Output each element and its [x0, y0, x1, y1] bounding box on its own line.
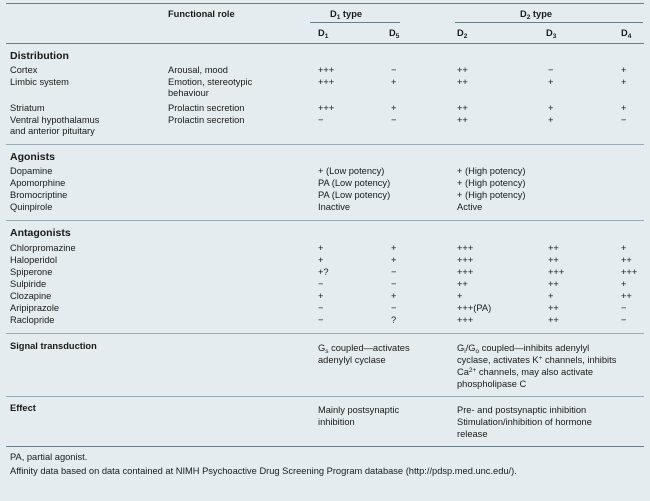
table-bottom-rule: [6, 446, 644, 447]
col-header-d1: $D_1$: [318, 28, 329, 40]
d3-value: −: [548, 65, 554, 75]
d2-value: +++: [457, 267, 474, 277]
d5-value: +: [391, 291, 397, 301]
signal-d2-line: $Ca^{2+}$ channels, may also activate: [457, 367, 594, 377]
d5-value: −: [391, 279, 397, 289]
d3-value: +: [548, 291, 554, 301]
signal-d2-line: cyclase, activates K+ channels, inhibits: [457, 355, 617, 365]
header-functional-role: Functional role: [168, 9, 235, 19]
region-name: Cortex: [10, 65, 38, 75]
signal-d2-line: phospholipase C: [457, 379, 527, 389]
d4-value: +: [621, 103, 627, 113]
d4-value: −: [621, 115, 627, 125]
d5-value: +: [391, 103, 397, 113]
d2-value: ++: [457, 65, 468, 75]
d2-value: +++: [457, 255, 474, 265]
d2-family-value: + (High potency): [457, 190, 526, 200]
drug-name: Raclopride: [10, 315, 55, 325]
d1-value: +: [318, 291, 324, 301]
d1-value: +: [318, 243, 324, 253]
drug-name: Spiperone: [10, 267, 53, 277]
d5-value: +: [391, 255, 397, 265]
col-header-d3: $D_3$: [546, 28, 557, 40]
table-top-rule: [6, 3, 644, 4]
pdsp-link[interactable]: http://pdsp.med.unc.edu/: [408, 466, 512, 476]
d3-value: +++: [548, 267, 565, 277]
d4-value: +: [621, 243, 627, 253]
d5-value: −: [391, 65, 397, 75]
region-name: Striatum: [10, 103, 45, 113]
d1-value: +: [318, 255, 324, 265]
d1-value: +++: [318, 103, 335, 113]
effect-d1-line: inhibition: [318, 417, 355, 427]
divider: [6, 220, 644, 221]
d2-value: +++: [457, 315, 474, 325]
d1-value: −: [318, 315, 324, 325]
d5-value: ?: [391, 315, 397, 325]
d4-value: +: [621, 65, 627, 75]
signal-d1-line: adenylyl cyclase: [318, 355, 386, 365]
signal-d1-line: $G_s$ coupled—activates: [318, 343, 410, 355]
effect-d2-line: release: [457, 429, 488, 439]
col-header-d5: $D_5$: [389, 28, 400, 40]
effect-d2-line: Stimulation/inhibition of hormone: [457, 417, 592, 427]
section-title-signal-transduction: Signal transduction: [10, 341, 97, 351]
d2-family-value: + (High potency): [457, 178, 526, 188]
functional-role: Prolactin secretion: [168, 115, 245, 125]
d5-value: −: [391, 115, 397, 125]
d1-value: +++: [318, 65, 335, 75]
d1-value: −: [318, 115, 324, 125]
section-title-effect: Effect: [10, 403, 36, 413]
d1-family-value: + (Low potency): [318, 166, 385, 176]
d5-value: −: [391, 267, 397, 277]
drug-name: Quinpirole: [10, 202, 53, 212]
drug-name: Bromocriptine: [10, 190, 68, 200]
functional-role: Prolactin secretion: [168, 103, 245, 113]
region-name: Limbic system: [10, 77, 69, 87]
d4-value: +: [621, 77, 627, 87]
d1-family-value: PA (Low potency): [318, 178, 391, 188]
d1-family-value: Inactive: [318, 202, 351, 212]
drug-name: Apomorphine: [10, 178, 66, 188]
d4-value: −: [621, 303, 627, 313]
region-name-cont: and anterior pituitary: [10, 126, 95, 136]
footnote-affinity: Affinity data based on data contained at NIMH Psychoactive Drug Screening Program database (http://pdsp.med.unc.edu/).: [10, 466, 517, 476]
d4-value: ++: [621, 255, 632, 265]
header-bottom-rule: [6, 43, 644, 44]
d1-type-underline: [310, 22, 400, 23]
d4-value: −: [621, 315, 627, 325]
d3-value: ++: [548, 315, 559, 325]
d3-value: +: [548, 115, 554, 125]
effect-d2-line: Pre- and postsynaptic inhibition: [457, 405, 587, 415]
d2-family-value: + (High potency): [457, 166, 526, 176]
d5-value: +: [391, 243, 397, 253]
d1-value: +++: [318, 77, 335, 87]
col-header-d2: $D_2$: [457, 28, 468, 40]
drug-name: Dopamine: [10, 166, 53, 176]
drug-name: Chlorpromazine: [10, 243, 76, 253]
section-title-distribution: Distribution: [10, 50, 69, 62]
drug-name: Haloperidol: [10, 255, 58, 265]
d1-value: +?: [318, 267, 329, 277]
section-title-agonists: Agonists: [10, 151, 55, 163]
drug-name: Clozapine: [10, 291, 52, 301]
region-name: Ventral hypothalamus: [10, 115, 100, 125]
section-title-antagonists: Antagonists: [10, 227, 71, 239]
header-d2-type: $D_2$ type: [520, 9, 553, 21]
d3-value: +: [548, 77, 554, 87]
drug-name: Sulpiride: [10, 279, 47, 289]
d2-value: ++: [457, 103, 468, 113]
d3-value: ++: [548, 279, 559, 289]
signal-d2-line: $G_i/G_o$ coupled—inhibits adenylyl: [457, 343, 590, 355]
divider: [6, 396, 644, 397]
d2-type-underline: [455, 22, 643, 23]
d2-value: +++(PA): [457, 303, 492, 313]
divider: [6, 333, 644, 334]
drug-name: Aripiprazole: [10, 303, 60, 313]
divider: [6, 144, 644, 145]
d2-family-value: Active: [457, 202, 483, 212]
functional-role: Arousal, mood: [168, 65, 228, 75]
d2-value: ++: [457, 279, 468, 289]
d3-value: ++: [548, 243, 559, 253]
d3-value: ++: [548, 255, 559, 265]
functional-role: Emotion, stereotypic: [168, 77, 253, 87]
d4-value: ++: [621, 291, 632, 301]
d2-value: +: [457, 291, 463, 301]
d5-value: +: [391, 77, 397, 87]
header-d1-type: $D_1$ type: [330, 9, 363, 21]
effect-d1-line: Mainly postsynaptic: [318, 405, 400, 415]
d1-value: −: [318, 303, 324, 313]
functional-role-cont: behaviour: [168, 88, 209, 98]
d2-value: ++: [457, 115, 468, 125]
d5-value: −: [391, 303, 397, 313]
d4-value: +: [621, 279, 627, 289]
col-header-d4: $D_4$: [621, 28, 632, 40]
d3-value: ++: [548, 303, 559, 313]
d2-value: ++: [457, 77, 468, 87]
d1-value: −: [318, 279, 324, 289]
footnote-pa: PA, partial agonist.: [10, 452, 88, 462]
d1-family-value: PA (Low potency): [318, 190, 391, 200]
d4-value: +++: [621, 267, 638, 277]
d2-value: +++: [457, 243, 474, 253]
d3-value: +: [548, 103, 554, 113]
